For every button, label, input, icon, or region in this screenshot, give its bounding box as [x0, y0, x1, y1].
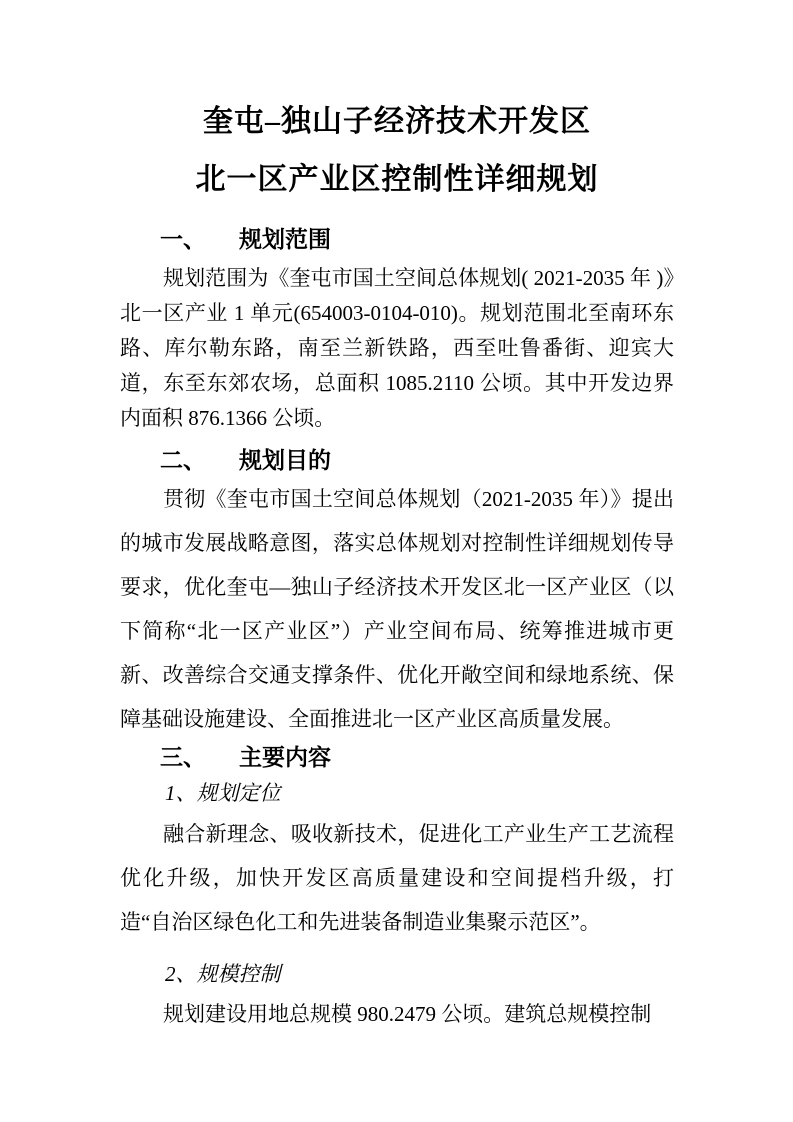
subsection-label-scale-control: 2、规模控制: [165, 962, 281, 986]
subsection-label-planning-positioning: 1、规划定位: [165, 781, 281, 805]
section-title: 规划范围: [239, 226, 331, 252]
document-title-line-1: 奎屯–独山子经济技术开发区: [203, 105, 591, 138]
section-heading-main-content: [120, 741, 674, 774]
section-title: 规划目的: [239, 447, 331, 473]
document-title-line-2: 北一区产业区控制性详细规划: [195, 163, 599, 196]
section-number: 二、: [160, 447, 206, 473]
section-title: 主要内容: [239, 744, 331, 770]
section-heading-planning-purpose: [120, 444, 674, 477]
paragraph-planning-purpose: 贯彻《奎屯市国土空间总体规划（2021-2035 年）》提出的城市发展战略意图，落实总体规划对控制性详细规划传导要求，优化奎屯—独山子经济技术开发区北一区产业区（以下简称“北一区产业区”）产业空间布局、统筹推进城市更新、改善综合交通支撑条件、优化开敞空间和绿地系统、保障基础设施建设、全面推进北一区产业区高质量发展。: [120, 487, 674, 731]
paragraph-scale-control: 规划建设用地总规模 980.2479 公顷。建筑总规模控制: [163, 1002, 652, 1026]
section-number: 一、: [160, 226, 206, 252]
section-heading-planning-scope: [120, 223, 674, 256]
paragraph-planning-positioning: 融合新理念、吸收新技术，促进化工产业生产工艺流程优化升级，加快开发区高质量建设和空间提档升级，打造“自治区绿色化工和先进装备制造业集聚示范区”。: [120, 822, 674, 934]
section-number: 三、: [160, 744, 206, 770]
paragraph-planning-scope: 规划范围为《奎屯市国土空间总体规划( 2021-2035 年 )》北一区产业 1 单元(654003-0104-010)。规划范围北至南环东路、库尔勒东路，南至兰新铁路，西至吐鲁番街、迎宾大道，东至东郊农场，总面积 1085.2110 公顷。其中开发边界内面积 876.1366 公顷。: [120, 266, 674, 430]
